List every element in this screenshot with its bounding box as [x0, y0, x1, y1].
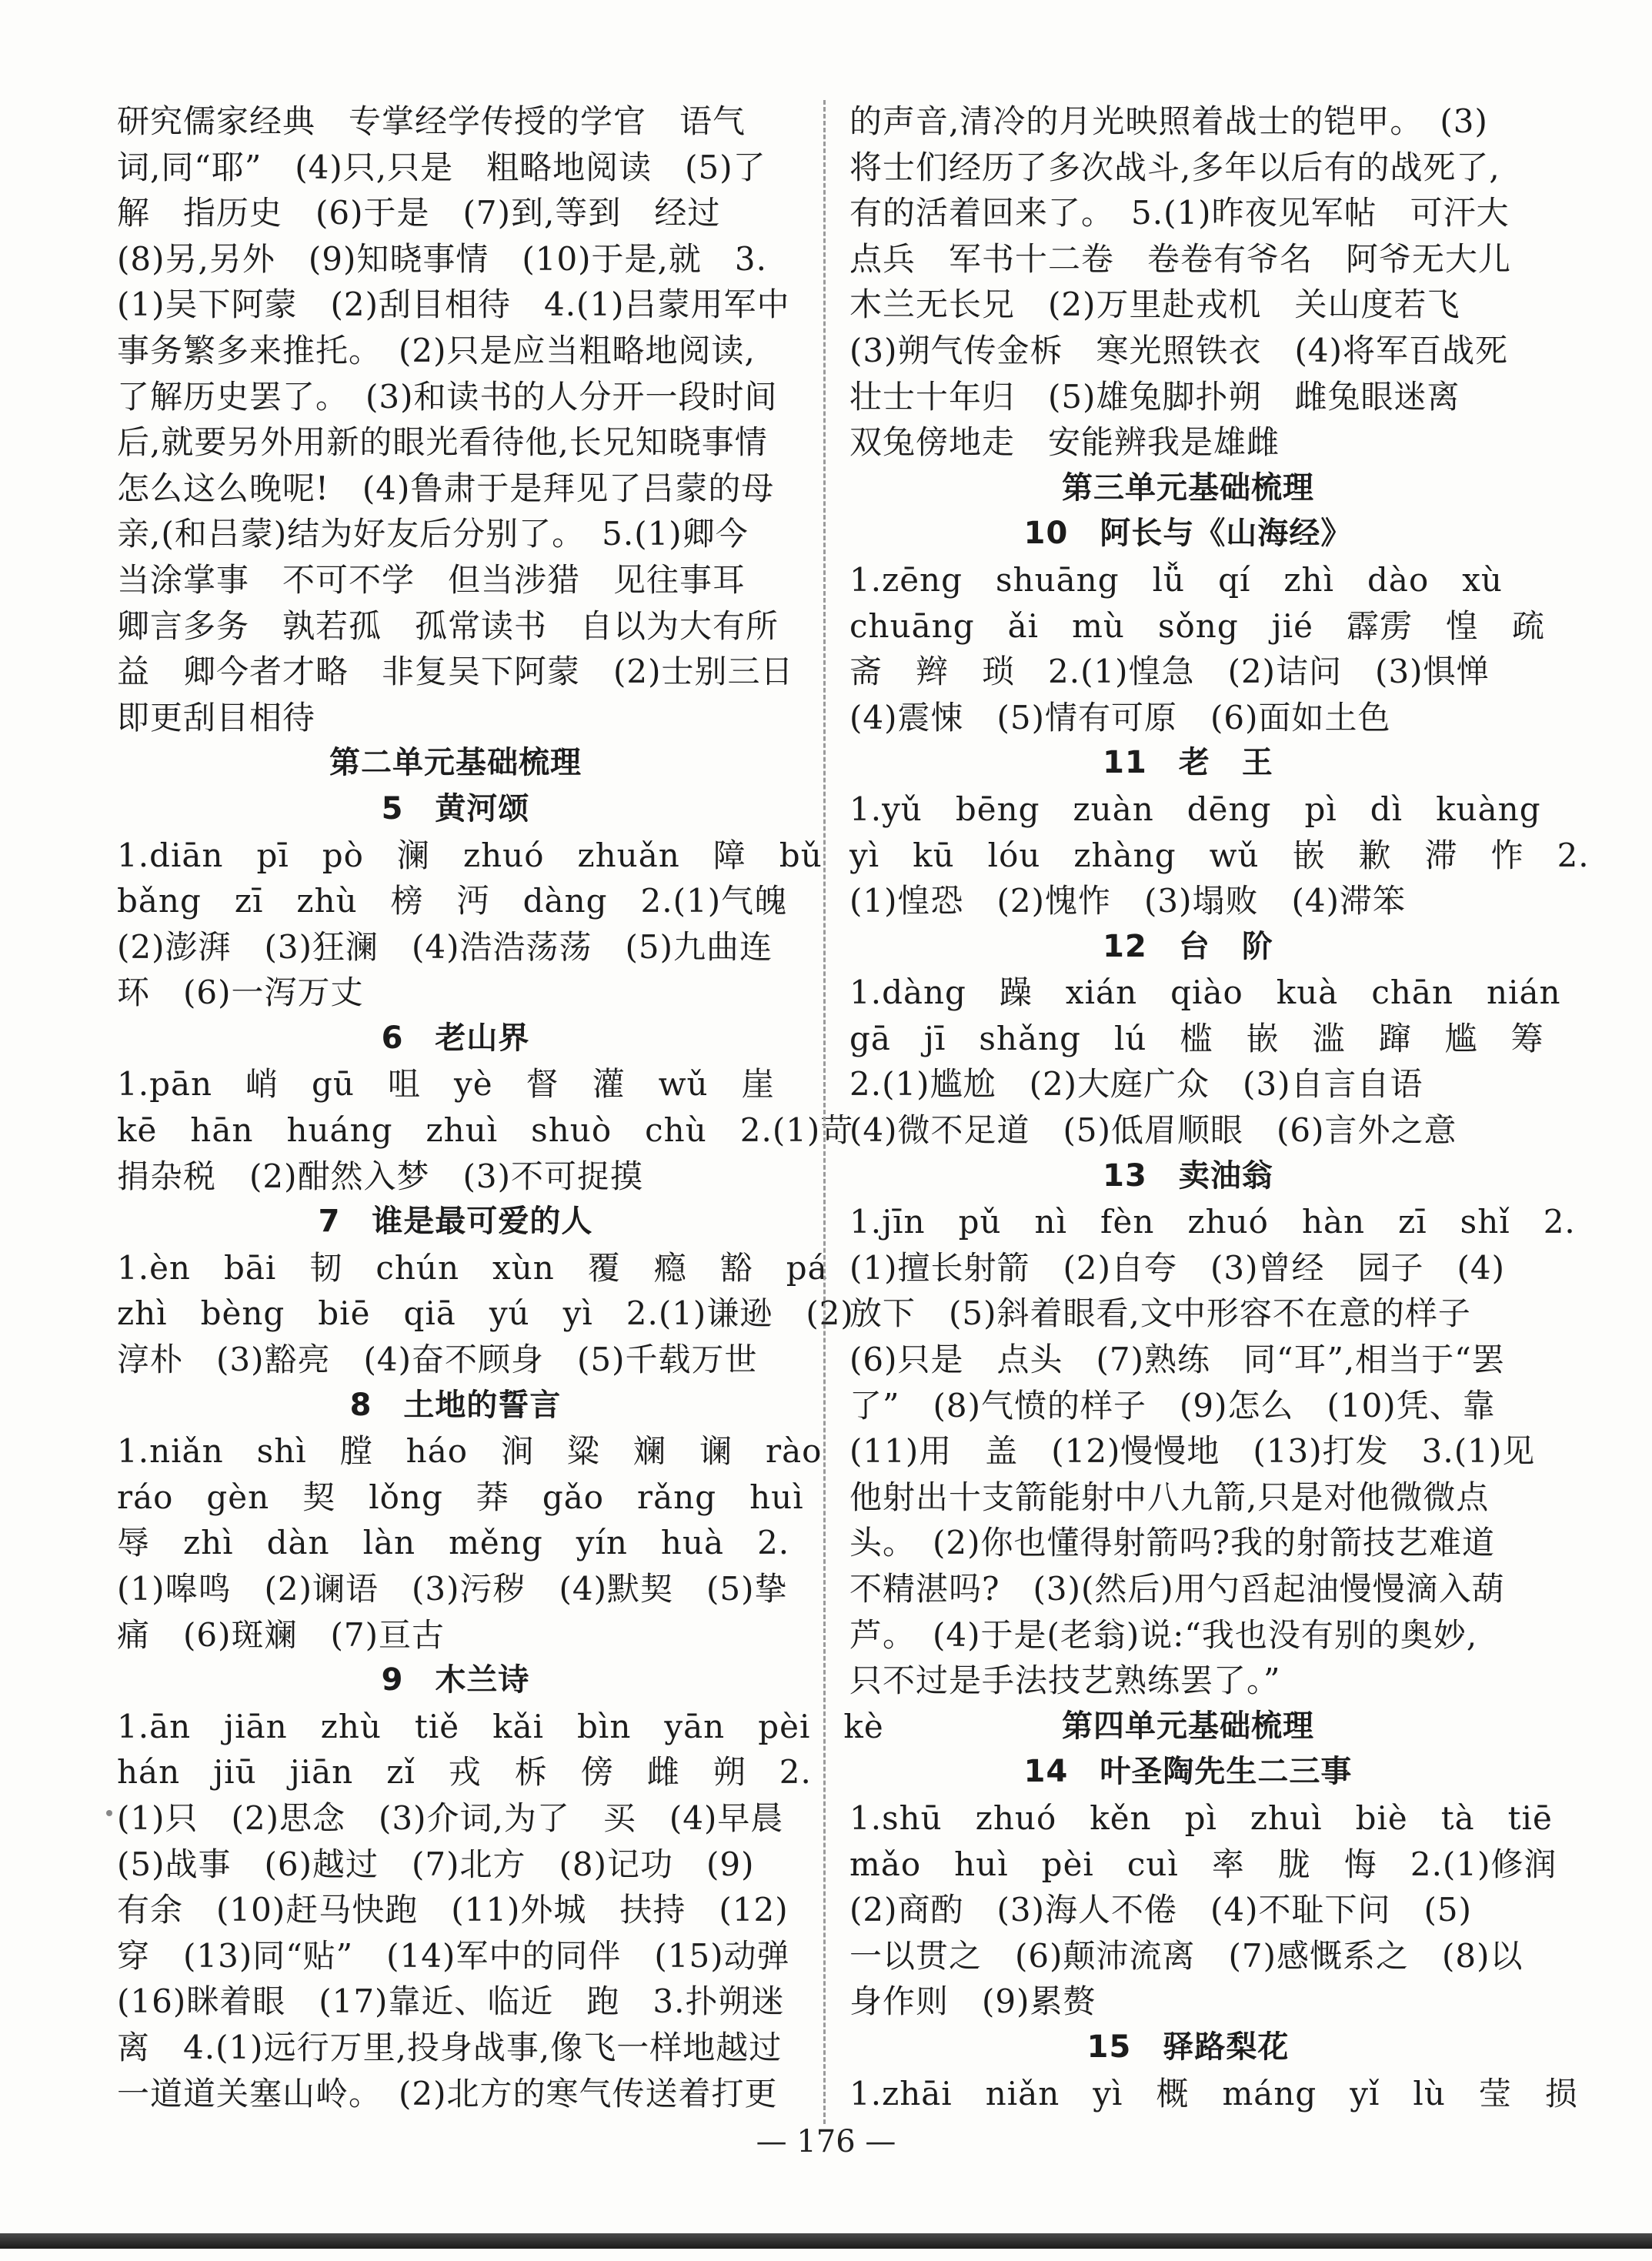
- text-line: (6)只是 点头 (7)熟练 同“耳”,相当于“罢: [849, 1341, 1505, 1379]
- text-line: 捐杂税 (2)酣然入梦 (3)不可捉摸: [117, 1157, 643, 1195]
- text-line: yì kū lóu zhàng wǔ 嵌 歉 滞 怍 2.: [849, 836, 1590, 874]
- text-line: 将士们经历了多次战斗,多年以后有的战死了,: [849, 148, 1500, 186]
- text-line: (1)只 (2)思念 (3)介词,为了 买 (4)早晨: [117, 1798, 784, 1837]
- text-line: 1.shū zhuó kěn pì zhuì biè tà tiē: [849, 1798, 1553, 1837]
- text-line: 的声音,清冷的月光映照着战士的铠甲。 (3): [849, 102, 1488, 140]
- lesson-heading: 5 黄河颂: [381, 790, 530, 827]
- text-line: 有余 (10)赶马快跑 (11)外城 扶持 (12): [117, 1891, 789, 1929]
- text-line: (3)朔气传金柝 寒光照铁衣 (4)将军百战死: [849, 331, 1508, 369]
- text-line: 痛 (6)斑斓 (7)亘古: [117, 1615, 445, 1654]
- text-line: bǎng zī zhù 榜 沔 dàng 2.(1)气魄: [117, 882, 788, 920]
- text-line: 后,就要另外用新的眼光看待他,长兄知晓事情: [117, 423, 768, 462]
- text-line: 了解历史罢了。 (3)和读书的人分开一段时间: [117, 377, 778, 416]
- lesson-heading: 9 木兰诗: [381, 1662, 530, 1698]
- text-line: 怎么这么晚呢! (4)鲁肃于是拜见了吕蒙的母: [117, 469, 775, 507]
- text-line: (16)眯着眼 (17)靠近、临近 跑 3.扑朔迷: [117, 1982, 785, 2021]
- text-line: kē hān huáng zhuì shuò chù 2.(1)苛: [117, 1111, 854, 1150]
- text-line: 壮士十年归 (5)雄兔脚扑朔 雌兔眼迷离: [849, 377, 1460, 416]
- lesson-heading: 7 谁是最可爱的人: [318, 1204, 593, 1240]
- text-line: gā jī shǎng lú 槛 嵌 滥 蹿 尴 筹: [849, 1019, 1544, 1057]
- text-line: (11)用 盖 (12)慢慢地 (13)打发 3.(1)见: [849, 1432, 1536, 1471]
- text-line: 1.yǔ bēng zuàn dēng pì dì kuàng: [849, 790, 1541, 828]
- lesson-heading: 15 驿路梨花: [1086, 2029, 1290, 2065]
- text-line: (4)微不足道 (5)低眉顺眼 (6)言外之意: [849, 1111, 1457, 1150]
- text-line: 当涂掌事 不可不学 但当涉猎 见往事耳: [117, 560, 746, 599]
- text-line: chuāng ǎi mù sǒng jié 霹雳 惶 疏: [849, 606, 1546, 645]
- text-line: 1.èn bāi 韧 chún xùn 覆 瘾 豁 pá: [117, 1248, 828, 1287]
- text-line: 双兔傍地走 安能辨我是雄雌: [849, 423, 1280, 462]
- text-line: 1.dàng 躁 xián qiào kuà chān nián: [849, 974, 1561, 1012]
- text-line: 了” (8)气愤的样子 (9)怎么 (10)凭、靠: [849, 1386, 1496, 1424]
- page-number: — 176 —: [756, 2124, 896, 2159]
- text-line: 点兵 军书十二卷 卷卷有爷名 阿爷无大儿: [849, 239, 1512, 278]
- text-line: 研究儒家经典 专掌经学传授的学官 语气: [117, 102, 746, 140]
- lesson-heading: 11 老 王: [1103, 745, 1273, 781]
- text-line: 1.pān 峭 gū 咀 yè 督 灌 wǔ 崖: [117, 1065, 775, 1104]
- text-line: 亲,(和吕蒙)结为好友后分别了。 5.(1)卿今: [117, 515, 749, 553]
- text-line: ráo gèn 契 lǒng 莽 gǎo rǎng huì: [117, 1478, 804, 1516]
- text-line: (2)商酌 (3)海人不倦 (4)不耻下问 (5): [849, 1891, 1472, 1929]
- text-line: (4)震悚 (5)情有可原 (6)面如土色: [849, 698, 1391, 736]
- text-line: 1.niǎn shì 膛 háo 涧 粱 斓 谰 rào: [117, 1432, 823, 1471]
- text-line: 不精湛吗? (3)(然后)用勺舀起油慢慢滴入葫: [849, 1570, 1505, 1608]
- text-line: 身作则 (9)累赘: [849, 1982, 1096, 2021]
- text-line: mǎo huì pèi cuì 率 胧 悔 2.(1)修润: [849, 1845, 1557, 1883]
- text-line: 即更刮目相待: [117, 698, 316, 736]
- text-line: 一道道关塞山岭。 (2)北方的寒气传送着打更: [117, 2074, 778, 2112]
- text-line: 淳朴 (3)豁亮 (4)奋不顾身 (5)千载万世: [117, 1341, 758, 1379]
- text-line: 1.ān jiān zhù tiě kǎi bìn yān pèi kè: [117, 1707, 884, 1745]
- text-line: 2.(1)尴尬 (2)大庭广众 (3)自言自语: [849, 1065, 1423, 1104]
- text-line: 穿 (13)同“贴” (14)军中的同伴 (15)动弹: [117, 1936, 790, 1975]
- text-line: 芦。 (4)于是(老翁)说:“我也没有别的奥妙,: [849, 1615, 1478, 1654]
- text-line: 辱 zhì dàn làn měng yín huà 2.: [117, 1524, 790, 1562]
- unit-heading: 第四单元基础梳理: [1062, 1708, 1314, 1744]
- text-line: 卿言多务 孰若孤 孤常读书 自以为大有所: [117, 606, 779, 645]
- text-line: (2)澎湃 (3)狂澜 (4)浩浩荡荡 (5)九曲连: [117, 927, 773, 966]
- unit-heading: 第三单元基础梳理: [1062, 469, 1314, 506]
- unit-heading: 第二单元基础梳理: [329, 745, 582, 781]
- left-column: [117, 99, 884, 2116]
- scan-edge-bar: [0, 2233, 1652, 2249]
- text-line: 1.zhāi niǎn yì 概 máng yǐ lù 莹 损: [849, 2074, 1578, 2112]
- text-line: 他射出十支箭能射中八九箭,只是对他微微点: [849, 1478, 1490, 1516]
- text-line: 斋 辫 琐 2.(1)惶急 (2)诘问 (3)惧惮: [849, 653, 1490, 691]
- text-line: 1.diān pī pò 澜 zhuó zhuǎn 障 bǔ: [117, 836, 823, 874]
- text-line: (1)嗥鸣 (2)谰语 (3)污秽 (4)默契 (5)挚: [117, 1570, 788, 1608]
- text-line: 木兰无长兄 (2)万里赴戎机 关山度若飞: [849, 286, 1460, 324]
- text-line: 只不过是手法技艺熟练罢了。”: [849, 1662, 1281, 1700]
- text-line: (1)吴下阿蒙 (2)刮目相待 4.(1)吕蒙用军中: [117, 286, 790, 324]
- text-line: 放下 (5)斜着眼看,文中形容不在意的样子: [849, 1294, 1471, 1333]
- text-line: 益 卿今者才略 非复吴下阿蒙 (2)士别三日: [117, 653, 794, 691]
- text-line: 1.jīn pǔ nì fèn zhuó hàn zī shǐ 2.: [849, 1203, 1576, 1241]
- text-line: 1.zēng shuāng lǚ qí zhì dào xù: [849, 560, 1503, 599]
- scan-speck: [106, 1810, 112, 1816]
- text-line: 词,同“耶” (4)只,只是 粗略地阅读 (5)了: [117, 148, 766, 186]
- text-line: 头。 (2)你也懂得射箭吗?我的射箭技艺难道: [849, 1524, 1496, 1562]
- lesson-heading: 14 叶圣陶先生二三事: [1023, 1754, 1353, 1790]
- lesson-heading: 8 土地的誓言: [349, 1387, 562, 1423]
- text-line: 离 4.(1)远行万里,投身战事,像飞一样地越过: [117, 2028, 783, 2066]
- right-column: [849, 99, 1590, 2116]
- text-line: 解 指历史 (6)于是 (7)到,等到 经过: [117, 194, 721, 232]
- text-line: (5)战事 (6)越过 (7)北方 (8)记功 (9): [117, 1845, 755, 1883]
- text-line: 一以贯之 (6)颠沛流离 (7)感慨系之 (8)以: [849, 1936, 1524, 1975]
- column-divider: [823, 100, 826, 2124]
- text-line: (8)另,另外 (9)知晓事情 (10)于是,就 3.: [117, 239, 767, 278]
- text-line: 事务繁多来推托。 (2)只是应当粗略地阅读,: [117, 331, 756, 369]
- text-line: hán jiū jiān zǐ 戎 柝 傍 雌 朔 2.: [117, 1753, 812, 1792]
- lesson-heading: 10 阿长与《山海经》: [1023, 516, 1353, 552]
- text-line: zhì bèng biē qiā yú yì 2.(1)谦逊 (2): [117, 1294, 854, 1333]
- text-line: 环 (6)一泻万丈: [117, 974, 364, 1012]
- lesson-heading: 6 老山界: [381, 1020, 530, 1056]
- text-line: (1)惶恐 (2)愧怍 (3)塌败 (4)滞笨: [849, 882, 1406, 920]
- text-line: 有的活着回来了。 5.(1)昨夜见军帖 可汗大: [849, 194, 1510, 232]
- lesson-heading: 13 卖油翁: [1103, 1157, 1273, 1194]
- lesson-heading: 12 台 阶: [1103, 928, 1273, 964]
- text-line: (1)擅长射箭 (2)自夸 (3)曾经 园子 (4): [849, 1248, 1505, 1287]
